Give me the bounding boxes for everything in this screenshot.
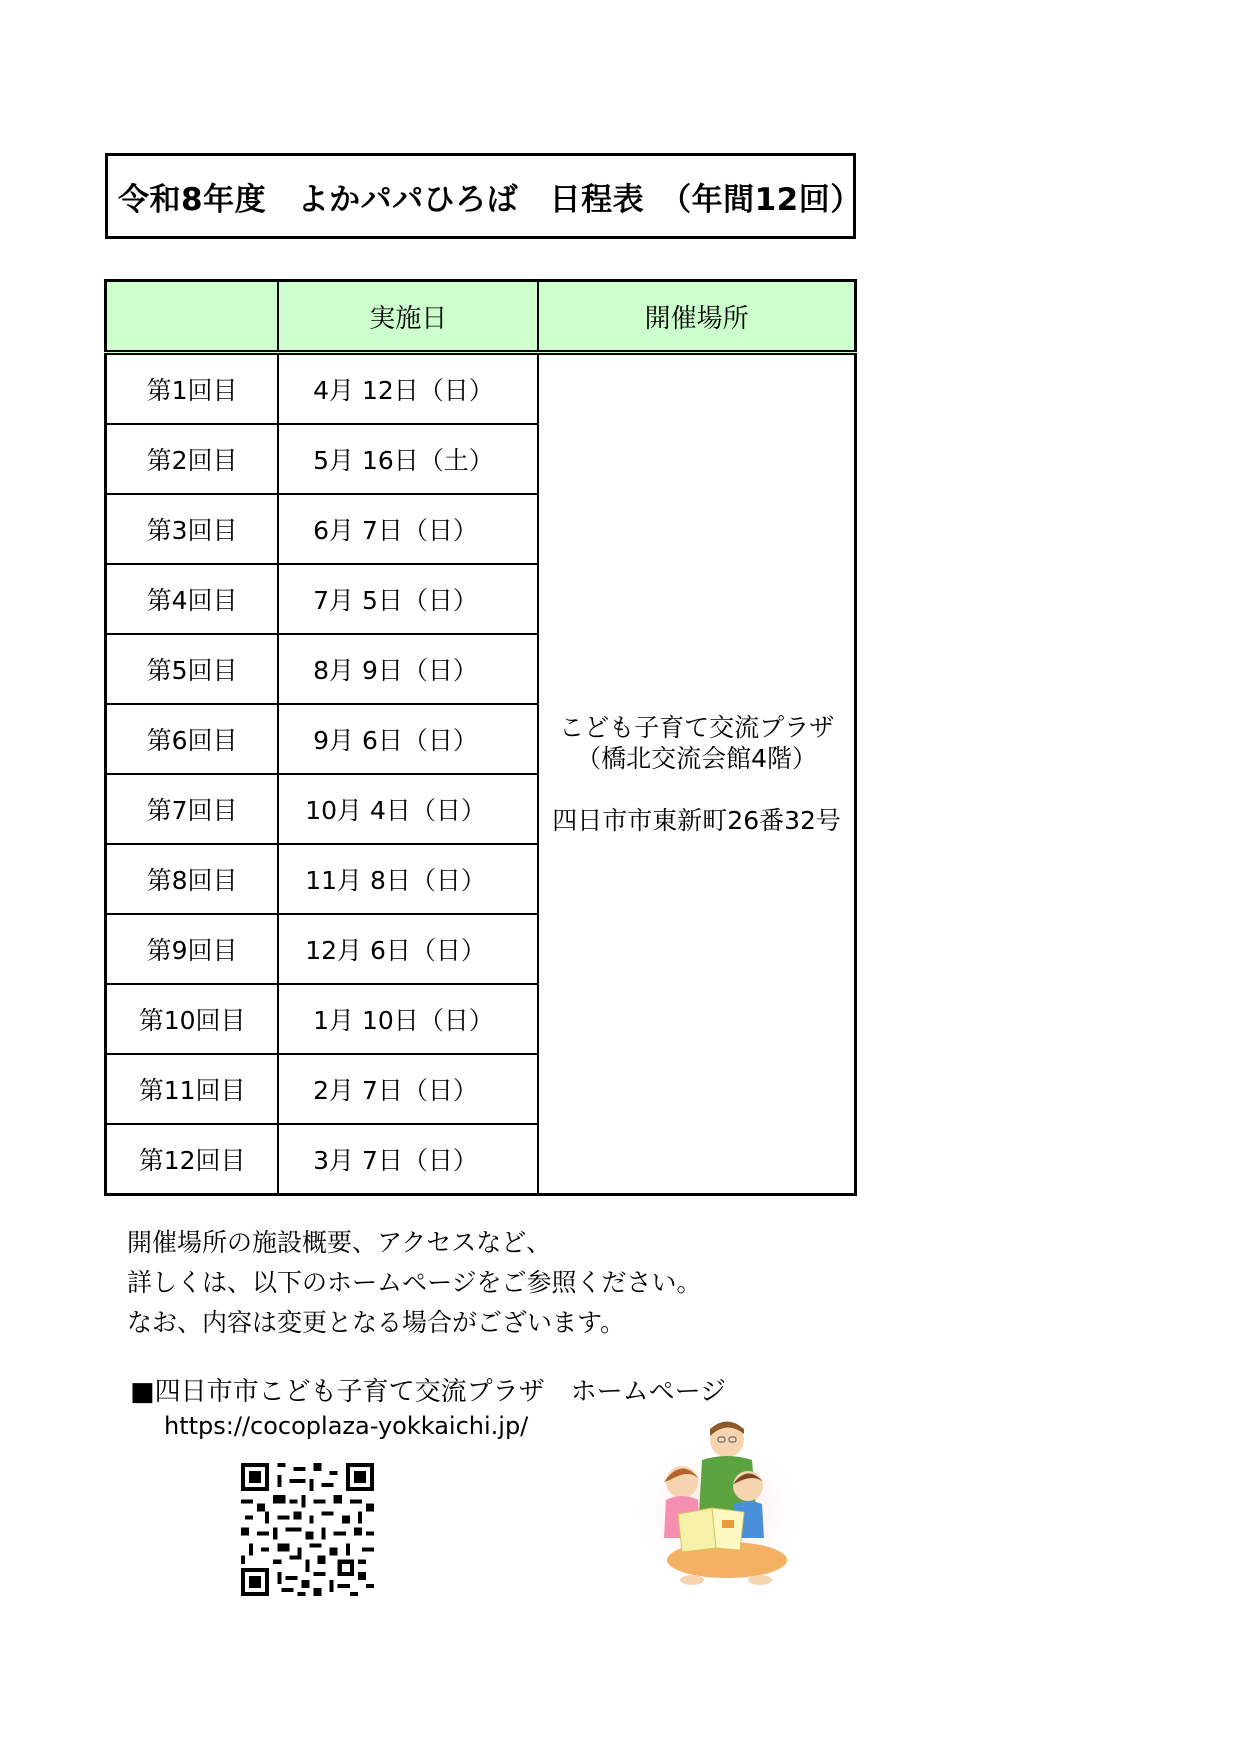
session-number: 第12回目 bbox=[106, 1124, 279, 1195]
venue-address: 四日市市東新町26番32号 bbox=[552, 806, 841, 835]
session-number: 第6回目 bbox=[106, 704, 279, 774]
header-venue: 開催場所 bbox=[538, 281, 855, 353]
venue-building: （橋北交流会館4階） bbox=[576, 744, 818, 773]
venue-cell bbox=[538, 353, 855, 1195]
table-row bbox=[106, 353, 856, 425]
venue-name: こども子育て交流プラザ bbox=[559, 713, 835, 742]
session-date: 7月 5日（日） bbox=[278, 564, 538, 634]
session-number: 第1回目 bbox=[106, 353, 279, 425]
session-number: 第8回目 bbox=[106, 844, 279, 914]
session-number: 第2回目 bbox=[106, 424, 279, 494]
homepage-url[interactable]: https://cocoplaza-yokkaichi.jp/ bbox=[164, 1412, 529, 1440]
session-number: 第4回目 bbox=[106, 564, 279, 634]
session-date: 11月 8日（日） bbox=[278, 844, 538, 914]
session-date: 10月 4日（日） bbox=[278, 774, 538, 844]
session-number: 第10回目 bbox=[106, 984, 279, 1054]
header-date: 実施日 bbox=[278, 281, 538, 353]
page-title: 令和8年度 よかパパひろば 日程表 （年間12回） bbox=[118, 181, 862, 218]
notes bbox=[127, 1223, 702, 1343]
session-date: 4月 12日（日） bbox=[278, 353, 538, 425]
session-number: 第7回目 bbox=[106, 774, 279, 844]
table-header-row bbox=[106, 281, 856, 353]
schedule-table bbox=[104, 279, 857, 1196]
note-line: 開催場所の施設概要、アクセスなど、 bbox=[127, 1228, 552, 1257]
session-date: 9月 6日（日） bbox=[278, 704, 538, 774]
session-date: 2月 7日（日） bbox=[278, 1054, 538, 1124]
session-number: 第9回目 bbox=[106, 914, 279, 984]
session-date: 1月 10日（日） bbox=[278, 984, 538, 1054]
header-blank bbox=[106, 281, 279, 353]
session-number: 第5回目 bbox=[106, 634, 279, 704]
session-date: 12月 6日（日） bbox=[278, 914, 538, 984]
note-line: 詳しくは、以下のホームページをご参照ください。 bbox=[127, 1268, 702, 1297]
note-line: なお、内容は変更となる場合がございます。 bbox=[127, 1308, 626, 1337]
father-children-reading-illustration bbox=[630, 1420, 808, 1592]
homepage-title: ■四日市市こども子育て交流プラザ ホームページ bbox=[130, 1377, 727, 1407]
session-date: 5月 16日（土） bbox=[278, 424, 538, 494]
session-date: 8月 9日（日） bbox=[278, 634, 538, 704]
session-date: 3月 7日（日） bbox=[278, 1124, 538, 1195]
title-box bbox=[105, 153, 862, 239]
session-date: 6月 7日（日） bbox=[278, 494, 538, 564]
qr-code[interactable] bbox=[241, 1463, 374, 1596]
session-number: 第3回目 bbox=[106, 494, 279, 564]
session-number: 第11回目 bbox=[106, 1054, 279, 1124]
